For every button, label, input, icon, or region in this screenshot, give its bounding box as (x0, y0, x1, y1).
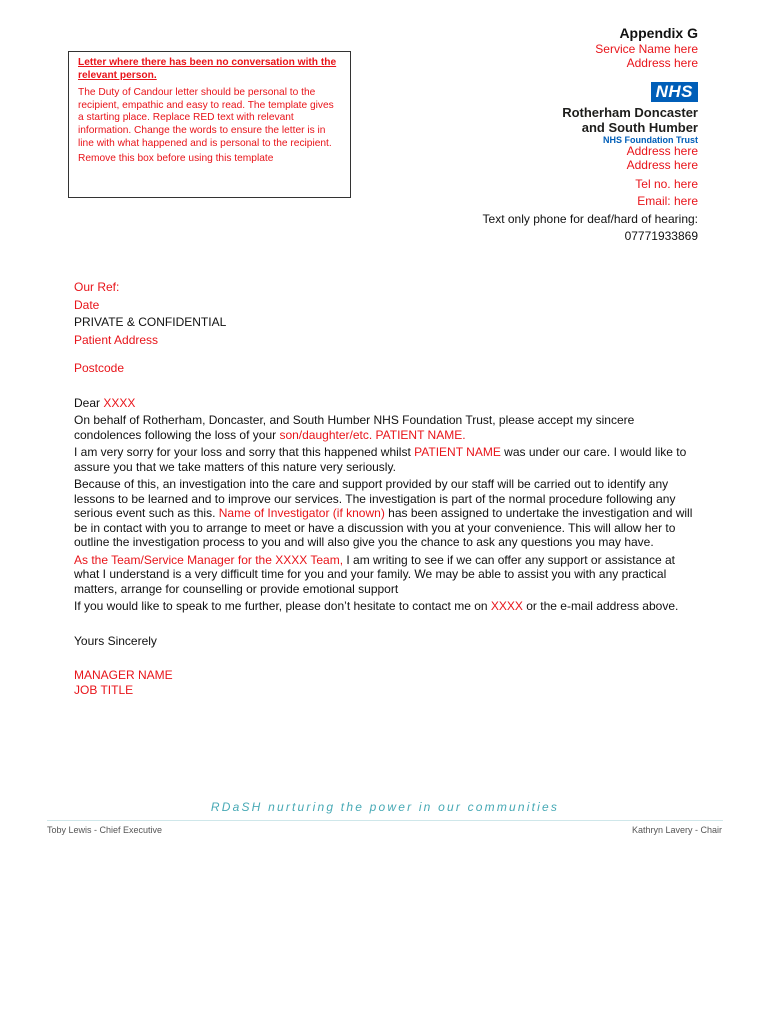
paragraph-5-text-b: or the e-mail address above. (522, 599, 679, 613)
textphone-number: 07771933869 (624, 229, 698, 243)
paragraph-3 (74, 477, 699, 550)
service-name: Service Name here (595, 42, 698, 56)
paragraph-3-placeholder: Name of Investigator (if known) (218, 506, 385, 520)
salutation-name: XXXX (103, 395, 136, 410)
trust-subtitle: NHS Foundation Trust (603, 135, 698, 145)
trust-name-line-1: Rotherham Doncaster (562, 105, 698, 120)
trust-name (562, 105, 698, 135)
appendix-label: Appendix G (619, 25, 698, 41)
trust-address-2: Address here (626, 158, 698, 172)
our-ref: Our Ref: (74, 280, 120, 294)
paragraph-1-placeholder: son/daughter/etc. PATIENT NAME. (279, 427, 466, 442)
paragraph-2-text-b: was under our care. I would like to assure you that we take matters of this nature very seriously. (74, 445, 687, 474)
footer-divider (47, 820, 723, 821)
letter-date: Date (74, 297, 100, 312)
footer-slogan: RDaSH nurturing the power in our communities (210, 800, 560, 814)
paragraph-5-placeholder: XXXX (490, 599, 523, 613)
paragraph-3-text-b: has been assigned to undertake the investigation and will be in contact with you to arrange to meet or have a discussion with you at your convenience. This will allow her to outline the investigation process to you and will also give you the chance to ask any questions you may have. (74, 506, 693, 549)
textphone-label: Text only phone for deaf/hard of hearing: (482, 212, 698, 226)
nhs-badge: NHS (651, 82, 698, 102)
tel-line: Tel no. here (635, 177, 698, 191)
trust-name-line-2: and South Humber (581, 120, 698, 135)
paragraph-4-placeholder: As the Team/Service Manager for the XXXX Team, (74, 552, 344, 567)
salutation (74, 396, 699, 411)
paragraph-3-text-a: Because of this, an investigation into the care and support provided by our staff will be carried out to identify any lessons to be learned and to improve our services. The investigation is part of the normal procedure following any serious event such as this. (74, 477, 676, 520)
footer-chair: Kathryn Lavery - Chair (631, 825, 722, 835)
footer-ceo: Toby Lewis - Chief Executive (47, 825, 163, 835)
paragraph-1-text: On behalf of Rotherham, Doncaster, and South Humber NHS Foundation Trust, please accept my sincere condolences following the loss of your (74, 413, 635, 442)
paragraph-1 (74, 413, 699, 442)
paragraph-4 (74, 553, 699, 597)
trust-address-1: Address here (626, 144, 698, 158)
postcode: Postcode (74, 361, 125, 375)
service-address: Address here (626, 56, 698, 70)
letter-body (74, 280, 699, 697)
service-block (595, 42, 698, 70)
paragraph-4-text: I am writing to see if we can offer any support or assistance at what I understand is a very difficult time for you and your family. We may be able to assist you with any practical matters, arrange for counselling or provide emotional support (74, 552, 675, 596)
manager-name: MANAGER NAME (74, 668, 173, 682)
instruction-text: The Duty of Candour letter should be personal to the recipient, empathic and easy to read. The template gives a starting place. Replace RED text with relevant information. Change the words to ensure the letter is in line with what happened and is personal to the recipient. (78, 87, 334, 149)
trust-address-block (627, 144, 698, 172)
salutation-dear: Dear (74, 395, 104, 410)
textphone-block (483, 211, 698, 245)
paragraph-2-text-a: I am very sorry for your loss and sorry that this happened whilst (74, 445, 415, 459)
paragraph-2 (74, 445, 699, 474)
contact-block (635, 176, 698, 210)
paragraph-5-text-a: If you would like to speak to me further, please don’t hesitate to contact me on (74, 599, 491, 613)
patient-address: Patient Address (74, 332, 159, 347)
instruction-title: Letter where there has been no conversation with the relevant person. (78, 57, 337, 81)
job-title: JOB TITLE (74, 682, 134, 697)
private-confidential: PRIVATE & CONFIDENTIAL (74, 315, 227, 329)
sign-off: Yours Sincerely (74, 633, 157, 648)
paragraph-2-placeholder: PATIENT NAME (414, 445, 501, 459)
instruction-box (68, 51, 351, 198)
nhs-logo (562, 82, 698, 145)
email-line: Email: here (637, 194, 698, 208)
paragraph-5 (74, 599, 699, 614)
instruction-remove-note: Remove this box before using this template (78, 153, 274, 165)
